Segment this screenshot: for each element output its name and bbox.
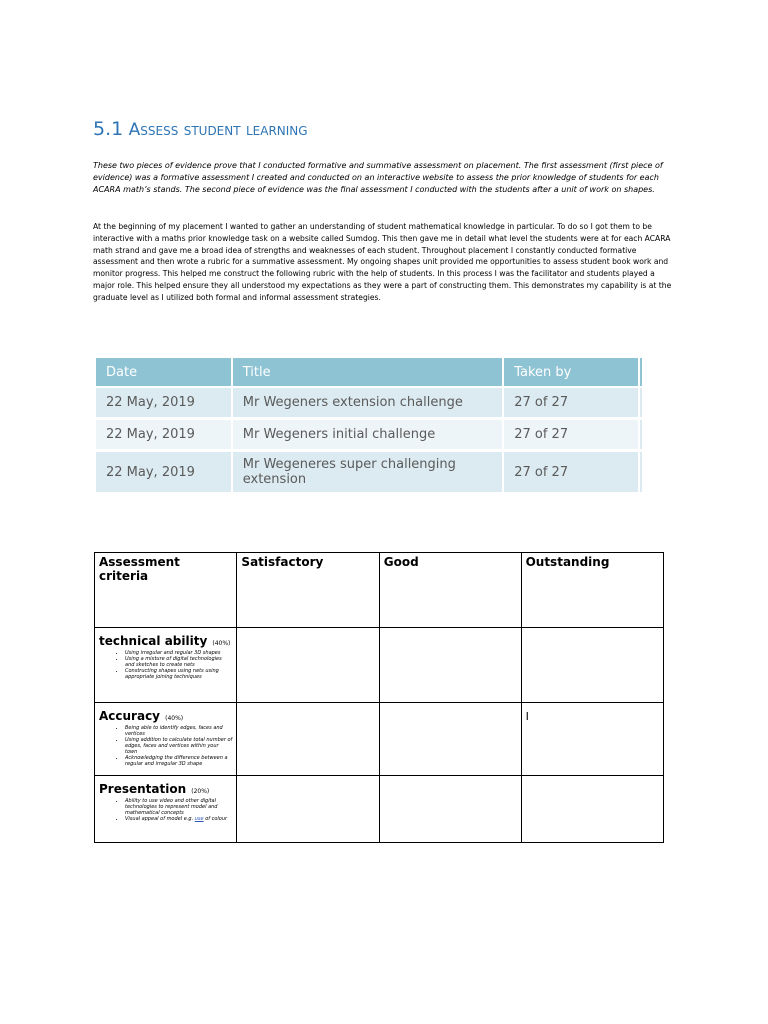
intro-paragraph: These two pieces of evidence prove that I conducted formative and summative assessment on placement. The first assessment (first piece of evidence) was a formative assessment I created and conducted on an interactive website to assess the prior knowledge of students for each ACARA math’s stands. The second piece of evidence was the final assessment I conducted with the students after a unit of work on shapes.	[93, 161, 663, 194]
table-row	[96, 452, 642, 495]
criterion-weight: (40%)	[212, 640, 231, 647]
results-cell-title: Mr Wegeners initial challenge	[233, 420, 502, 452]
results-cell-date: 22 May, 2019	[96, 452, 231, 495]
criterion-points	[99, 725, 232, 767]
point-suffix: of colour	[203, 816, 228, 822]
section-title: Assess student learning	[128, 120, 308, 140]
list-item: • Using a mixture of digital technologies and sketches to create nets	[125, 656, 232, 668]
table-row	[96, 388, 642, 420]
rubric-cell-outstanding	[521, 628, 663, 703]
list-item: • Using addition to calculate total number of edges, faces and vertices within your town	[125, 737, 232, 755]
body-paragraph: At the beginning of my placement I wanted to gather an understanding of student mathematical knowledge in particular. To do so I got them to be interactive with a maths prior knowledge task on a website called Sumdog. This then gave me in detail what level the students were at for each ACARA math strand and gave me a broad idea of strengths and weaknesses of each student. Throughout placement I constantly conducted formative assessment and then wrote a rubric for a summative assessment. My ongoing shapes unit provided me opportunities to assess student book work and monitor progress. This helped me construct the following rubric with the help of students. In this process I was the facilitator and students played a major role. This helped ensure they all understood my expectations as they were a part of constructing them. This demonstrates my capability is at the graduate level as I utilized both formal and informal assessment strategies.	[93, 222, 672, 302]
criterion-weight: (20%)	[191, 788, 210, 795]
results-table	[94, 358, 644, 495]
list-item	[125, 816, 232, 822]
criterion-title: technical ability	[99, 634, 208, 648]
rubric-cell-outstanding	[521, 703, 663, 776]
list-item: • Acknowledging the difference between a regular and irregular 3D shape	[125, 755, 232, 767]
rubric-row-presentation	[95, 776, 664, 843]
rubric-cell-satisfactory	[237, 703, 379, 776]
rubric-criterion-cell	[95, 628, 237, 703]
rubric-row-accuracy	[95, 703, 664, 776]
text-cursor-mark: I	[525, 710, 529, 723]
list-item: • Being able to identify edges, faces and vertices	[125, 725, 232, 737]
point-prefix: Visual appeal of model e.g.	[125, 816, 195, 822]
criterion-title: Accuracy	[99, 709, 161, 723]
rubric-header-outstanding: Outstanding	[521, 553, 663, 628]
list-item: • Constructing shapes using nets using appropriate joining techniques	[125, 668, 232, 680]
list-item: • Ability to use video and other digital technologies to represent model and mathematical concepts	[125, 798, 232, 816]
rubric-row-technical-ability	[95, 628, 664, 703]
rubric-cell-good	[379, 628, 521, 703]
rubric-cell-good	[379, 703, 521, 776]
rubric-criterion-cell	[95, 703, 237, 776]
results-cell-title: Mr Wegeneres super challenging extension	[233, 452, 502, 495]
list-item: • Using irregular and regular 3D shapes	[125, 650, 232, 656]
criterion-points	[99, 650, 232, 680]
criterion-points	[99, 798, 232, 822]
rubric-header-row	[95, 553, 664, 628]
results-cell-date: 22 May, 2019	[96, 420, 231, 452]
results-cell-taken-by: 27 of 27	[504, 420, 638, 452]
section-number: 5.1	[93, 118, 124, 140]
rubric-cell-outstanding	[521, 776, 663, 843]
results-header-edge	[640, 358, 642, 388]
point-link[interactable]: use	[194, 816, 204, 822]
results-cell-date: 22 May, 2019	[96, 388, 231, 420]
rubric-header-satisfactory: Satisfactory	[237, 553, 379, 628]
results-cell-taken-by: 27 of 27	[504, 388, 638, 420]
results-row-edge	[640, 420, 642, 452]
criterion-weight: (40%)	[165, 715, 184, 722]
rubric-table	[94, 552, 664, 843]
rubric-header-good: Good	[379, 553, 521, 628]
results-header-row	[96, 358, 642, 388]
results-header-title: Title	[233, 358, 502, 388]
results-header-taken-by: Taken by	[504, 358, 638, 388]
rubric-cell-good	[379, 776, 521, 843]
results-cell-title: Mr Wegeners extension challenge	[233, 388, 502, 420]
rubric-cell-satisfactory	[237, 628, 379, 703]
results-row-edge	[640, 452, 642, 495]
rubric-header-criteria: Assessment criteria	[95, 553, 237, 628]
results-row-edge	[640, 388, 642, 420]
table-row	[96, 420, 642, 452]
results-cell-taken-by: 27 of 27	[504, 452, 638, 495]
results-header-date: Date	[96, 358, 231, 388]
rubric-criterion-cell	[95, 776, 237, 843]
section-heading	[93, 118, 308, 140]
rubric-cell-satisfactory	[237, 776, 379, 843]
criterion-title: Presentation	[99, 782, 187, 796]
